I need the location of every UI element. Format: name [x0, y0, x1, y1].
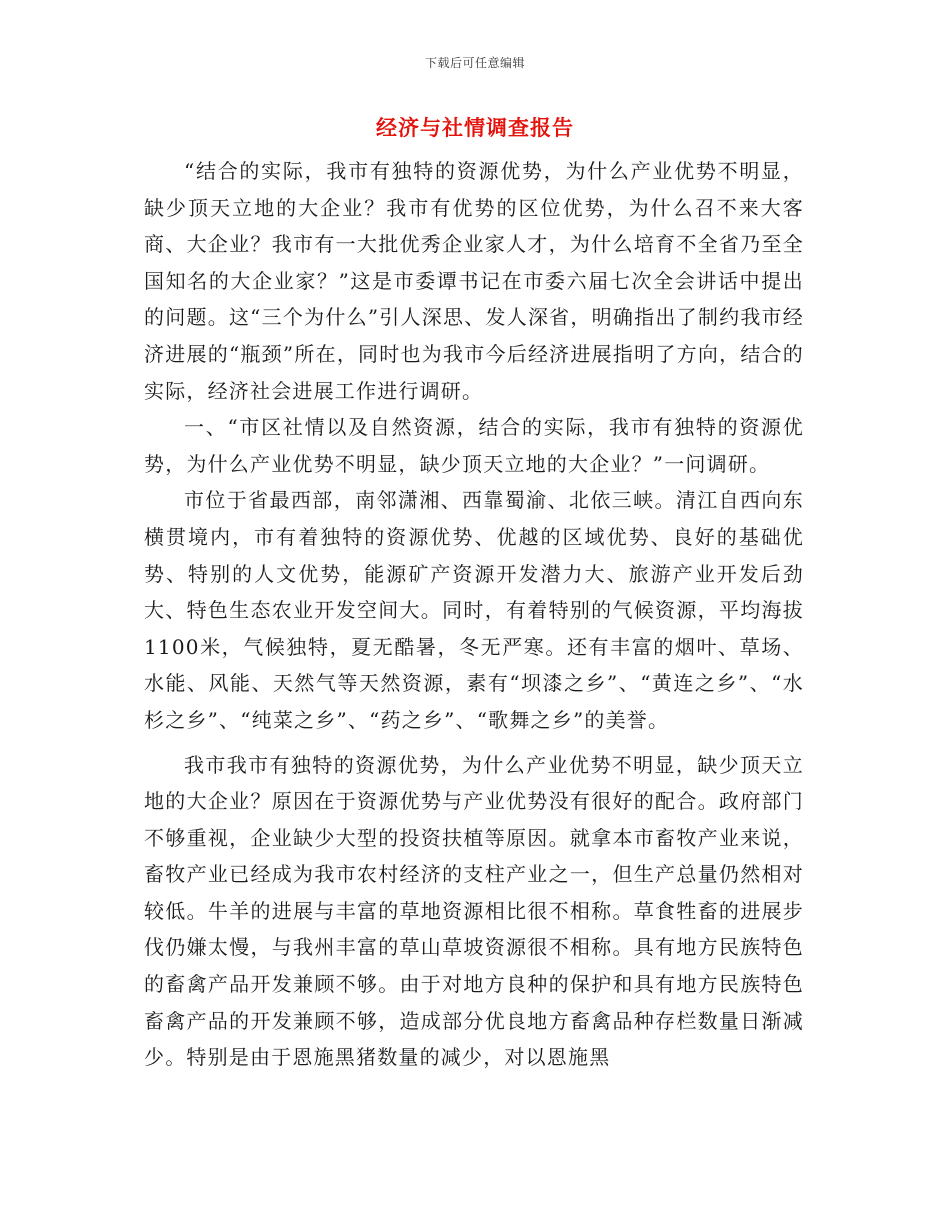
paragraph-section-one-heading: 一、“市区社情以及自然资源，结合的实际，我市有独特的资源优势，为什么产业优势不明显，缺少顶天立地的大企业？”一问调研。	[144, 415, 804, 476]
document-body	[144, 153, 804, 1076]
paragraph-intro: “结合的实际，我市有独特的资源优势，为什么产业优势不明显，缺少顶天立地的大企业？我市有优势的区位优势，为什么召不来大客商、大企业？我市有一大批优秀企业家人才，为什么培育不全省乃至全国知名的大企业家？”这是市委谭书记在市委六届七次全会讲话中提出的问题。这“三个为什么”引人深思、发人深省，明确指出了制约我市经济进展的“瓶颈”所在，同时也为我市今后经济进展指明了方向，结合的实际，经济社会进展工作进行调研。	[144, 159, 804, 403]
document-title: 经济与社情调查报告	[376, 115, 574, 140]
paragraph-industry-analysis: 我市我市有独特的资源优势，为什么产业优势不明显，缺少顶天立地的大企业？原因在于资源优势与产业优势没有很好的配合。政府部门不够重视，企业缺少大型的投资扶植等原因。就拿本市畜牧产业来说，畜牧产业已经成为我市农村经济的支柱产业之一，但生产总量仍然相对较低。牛羊的进展与丰富的草地资源相比很不相称。草食牲畜的进展步伐仍嫌太慢，与我州丰富的草山草坡资源很不相称。具有地方民族特色的畜禽产品开发兼顾不够。由于对地方良种的保护和具有地方民族特色畜禽产品的开发兼顾不够，造成部分优良地方畜禽品种存栏数量日渐减少。特别是由于恩施黑猪数量的减少，对以恩施黑	[144, 752, 804, 1070]
paragraph-city-overview: 市位于省最西部，南邻潇湘、西靠蜀渝、北依三峡。清江自西向东横贯境内，市有着独特的资源优势、优越的区域优势、良好的基础优势、特别的人文优势，能源矿产资源开发潜力大、旅游产业开发后劲大、特色生态农业开发空间大。同时，有着特别的气候资源，平均海拔1100米，气候独特，夏无酷暑，冬无严寒。还有丰富的烟叶、草场、水能、风能、天然气等天然资源，素有“坝漆之乡”、“黄连之乡”、“水杉之乡”、“纯菜之乡”、“药之乡”、“歌舞之乡”的美誉。	[144, 488, 804, 732]
page-header: 下载后可任意编辑	[424, 56, 525, 70]
